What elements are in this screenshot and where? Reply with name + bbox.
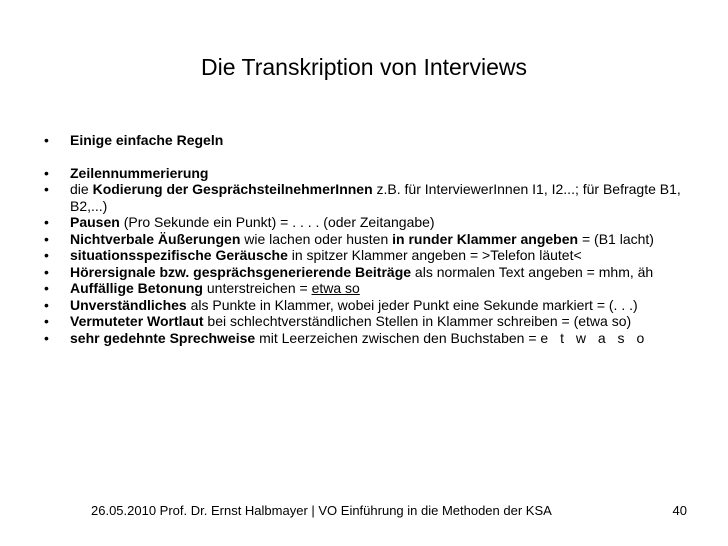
rule-keyword: sehr gedehnte Sprechweise bbox=[70, 329, 256, 346]
footer-text: 26.05.2010 Prof. Dr. Ernst Halbmayer | VO Einführung in die Methoden der KSA bbox=[91, 503, 552, 518]
rule-text: als Punkte in Klammer, wobei jeder Punkt eine Sekunde markiert = (. . .) bbox=[186, 296, 638, 313]
list-item bbox=[44, 132, 694, 149]
rule-text: mit Leerzeichen zwischen den Buchstaben = bbox=[255, 329, 541, 346]
bullet-icon: • bbox=[44, 230, 49, 247]
list-item bbox=[44, 280, 694, 297]
rules-list bbox=[44, 132, 694, 346]
bullet-icon: • bbox=[44, 132, 49, 148]
rule-text: (Pro Sekunde ein Punkt) = . . . . (oder Zeitangabe) bbox=[119, 214, 435, 230]
bullet-icon: • bbox=[44, 296, 49, 313]
rule-text: bei schlechtverständlichen Stellen in Klammer schreiben = (etwa so) bbox=[203, 313, 632, 329]
rule-keyword: Nichtverbale Äußerungen bbox=[70, 230, 241, 247]
bullet-icon: • bbox=[44, 263, 49, 280]
list-item bbox=[44, 165, 694, 182]
list-item bbox=[44, 247, 694, 264]
bullet-icon: • bbox=[44, 280, 49, 296]
rule-text: etwa so bbox=[311, 280, 360, 296]
rule-text: die bbox=[70, 181, 93, 197]
slide-footer bbox=[91, 503, 687, 518]
rule-keyword: Hörersignale bzw. gesprächsgenerierende Beiträge bbox=[70, 263, 412, 280]
page-number: 40 bbox=[672, 503, 687, 518]
list-item bbox=[44, 214, 694, 231]
rule-keyword: Vermuteter Wortlaut bbox=[70, 313, 204, 329]
bullet-icon: • bbox=[44, 313, 49, 329]
rule-text: als normalen Text angeben = mhm, äh bbox=[411, 263, 654, 280]
rule-keyword: situationsspezifische Geräusche bbox=[70, 247, 288, 263]
rule-keyword: in runder Klammer angeben bbox=[392, 230, 579, 247]
rule-keyword: Unverständliches bbox=[70, 296, 187, 313]
rule-text: z.B. für InterviewerInnen I1, I2...; für Befragte B1, B2,...) bbox=[70, 181, 681, 214]
bullet-icon: • bbox=[44, 214, 49, 230]
list-item bbox=[44, 181, 694, 214]
rule-text: unterstreichen = bbox=[203, 280, 312, 296]
bullet-icon: • bbox=[44, 181, 49, 197]
list-item bbox=[44, 313, 694, 330]
rule-keyword: Zeilennummerierung bbox=[70, 164, 209, 181]
slide-title: Die Transkription von Interviews bbox=[201, 54, 527, 80]
rule-text: = (B1 lacht) bbox=[578, 230, 654, 247]
bullet-icon: • bbox=[44, 164, 49, 181]
list-item bbox=[44, 330, 694, 347]
rule-text: wie lachen oder husten bbox=[240, 230, 393, 247]
list-item bbox=[44, 231, 694, 248]
bullet-icon: • bbox=[44, 329, 49, 346]
rule-text: e t w a s o bbox=[540, 329, 649, 346]
list-item bbox=[44, 297, 694, 314]
rule-keyword: Einige einfache Regeln bbox=[70, 132, 224, 148]
list-item bbox=[44, 264, 694, 281]
rule-keyword: Kodierung der GesprächsteilnehmerInnen bbox=[92, 181, 373, 197]
bullet-icon: • bbox=[44, 247, 49, 263]
rule-keyword: Pausen bbox=[70, 214, 120, 230]
rule-text: in spitzer Klammer angeben = >Telefon läutet< bbox=[287, 247, 582, 263]
rule-keyword: Auffällige Betonung bbox=[70, 280, 203, 296]
